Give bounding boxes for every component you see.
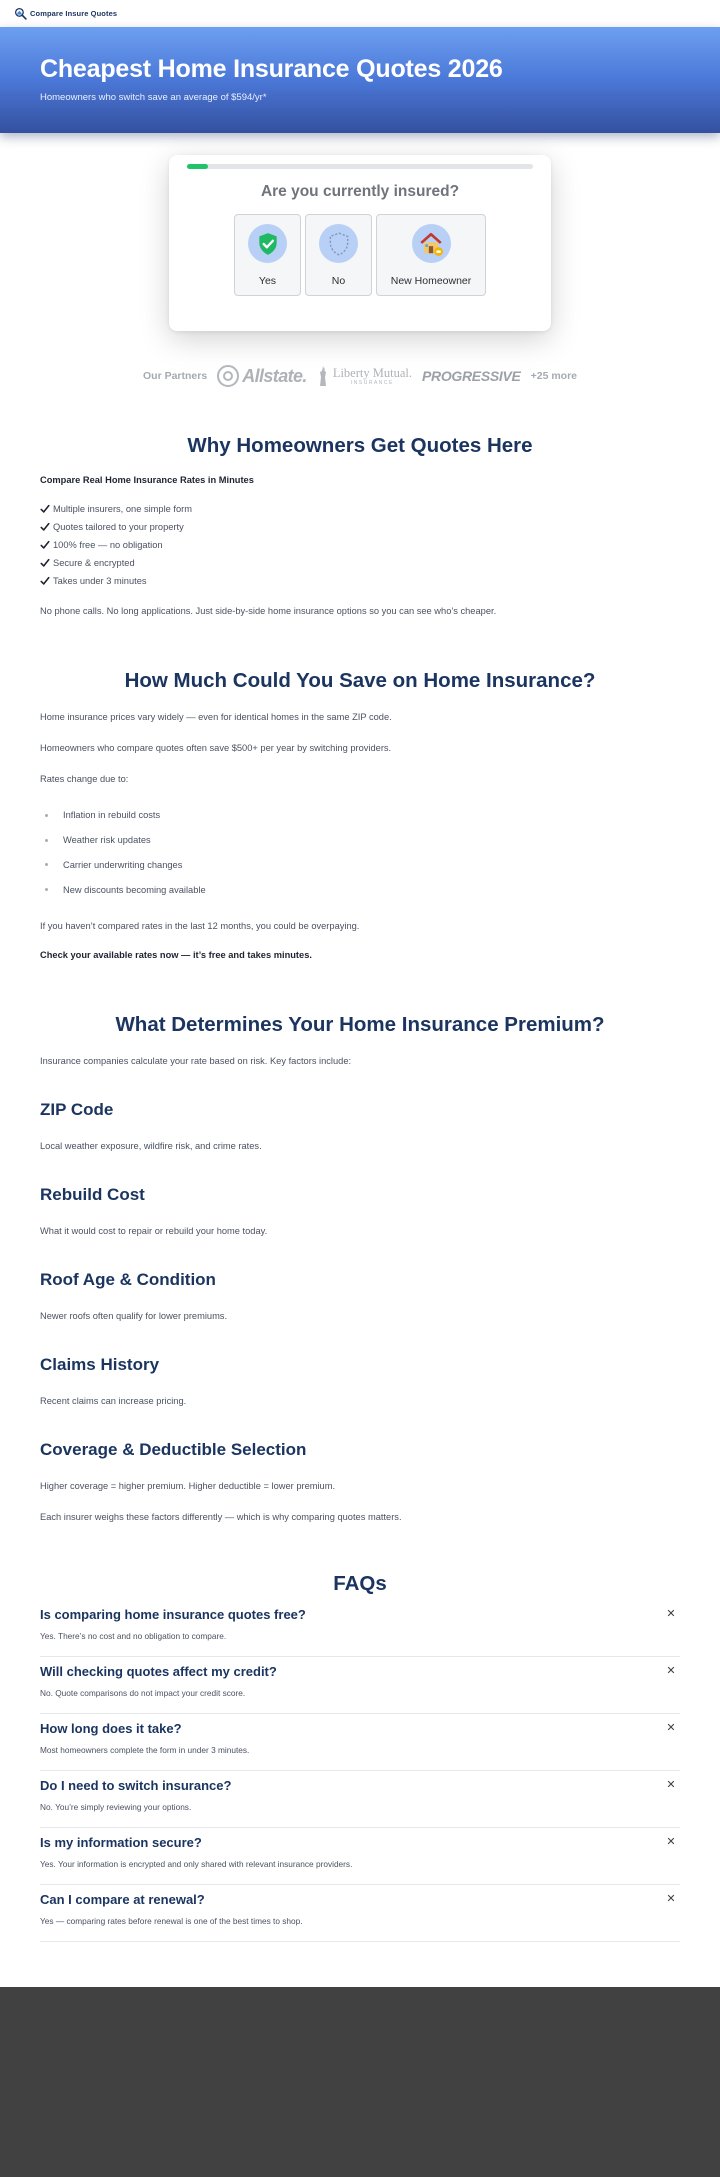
premium-factor-title: Rebuild Cost (40, 1185, 145, 1205)
why-title: Why Homeowners Get Quotes Here (187, 434, 533, 457)
faq-question[interactable]: Is my information secure? (40, 1835, 202, 1851)
hero-banner (0, 27, 720, 133)
faq-item (40, 1714, 680, 1771)
benefit-item (40, 518, 680, 536)
faq-answer: Yes. Your information is encrypted and only shared with relevant insurance providers. (40, 1859, 353, 1870)
benefit-text: Quotes tailored to your property (53, 522, 184, 532)
progressive-logo: PROGRESSIVE (421, 368, 521, 384)
option-new-homeowner-icon-circle (412, 224, 451, 263)
allstate-hands-icon (217, 365, 239, 387)
checkmark-icon (40, 558, 50, 568)
premium-factors-list (40, 1099, 680, 1493)
savings-cta: Check your available rates now — it’s free and takes minutes. (40, 950, 312, 961)
premium-factors-intro: Insurance companies calculate your rate based on risk. Key factors include: (40, 1056, 352, 1067)
faq-item (40, 1771, 680, 1828)
faq-question[interactable]: Will checking quotes affect my credit? (40, 1664, 277, 1680)
partners-strip (0, 364, 720, 388)
premium-factor-title: ZIP Code (40, 1100, 114, 1120)
faq-question[interactable]: Can I compare at renewal? (40, 1892, 205, 1908)
premium-factors-conclusion: Each insurer weighs these factors differently — which is why comparing quotes matters. (40, 1512, 402, 1523)
bullet-dot-icon (45, 814, 48, 817)
savings-section (0, 668, 720, 960)
rate-change-text: Inflation in rebuild costs (63, 810, 161, 821)
premium-factor-text: Local weather exposure, wildfire risk, and crime rates. (40, 1141, 262, 1152)
quiz-progress-bar (187, 164, 533, 169)
top-bar (0, 0, 720, 27)
rate-change-item (40, 803, 680, 828)
faq-question[interactable]: Do I need to switch insurance? (40, 1778, 232, 1794)
bullet-dot-icon (45, 839, 48, 842)
checkmark-icon (40, 540, 50, 550)
faq-question[interactable]: Is comparing home insurance quotes free? (40, 1607, 306, 1623)
quiz-wrapper (0, 155, 720, 331)
hero-subtitle: Homeowners who switch save an average of $594/yr* (40, 92, 267, 103)
allstate-logo (217, 365, 307, 387)
brand-logo[interactable] (14, 7, 117, 20)
partners-label: Our Partners (142, 370, 208, 382)
close-icon[interactable]: ✕ (666, 1664, 676, 1677)
close-icon[interactable]: ✕ (666, 1607, 676, 1620)
liberty-mutual-logo-text: Liberty Mutual. (332, 366, 412, 380)
close-icon[interactable]: ✕ (666, 1778, 676, 1791)
faq-title: FAQs (333, 1572, 387, 1596)
brand-name: Compare Insure Quotes (30, 9, 118, 18)
premium-factor-title: Coverage & Deductible Selection (40, 1440, 307, 1460)
benefit-item (40, 500, 680, 518)
rate-change-item (40, 828, 680, 853)
rate-change-item (40, 853, 680, 878)
why-kicker: Compare Real Home Insurance Rates in Minutes (40, 475, 254, 485)
rate-change-text: Carrier underwriting changes (63, 859, 183, 870)
option-yes-icon-circle (248, 224, 287, 263)
option-new-homeowner-button[interactable] (376, 214, 486, 296)
option-no-icon-circle (319, 224, 358, 263)
rate-change-item (40, 877, 680, 902)
option-no-label: No (331, 275, 346, 287)
liberty-mutual-logo-subtext: INSURANCE (350, 380, 394, 386)
savings-paragraph-4: If you haven’t compared rates in the last 12 months, you could be overpaying. (40, 921, 360, 932)
savings-title: How Much Could You Save on Home Insurance? (124, 669, 596, 692)
checkmark-icon (40, 576, 50, 586)
close-icon[interactable]: ✕ (666, 1892, 676, 1905)
benefit-text: Multiple insurers, one simple form (53, 504, 192, 514)
house-icon (418, 231, 444, 257)
faq-item (40, 1600, 680, 1657)
faq-question[interactable]: How long does it take? (40, 1721, 182, 1737)
premium-factor (40, 1269, 680, 1323)
savings-paragraph-2: Homeowners who compare quotes often save $500+ per year by switching providers. (40, 743, 392, 753)
option-yes-label: Yes (258, 275, 277, 287)
option-no-button[interactable] (305, 214, 372, 296)
liberty-mutual-logo (317, 365, 412, 387)
premium-factor-text: Newer roofs often qualify for lower premiums. (40, 1311, 228, 1322)
premium-factor (40, 1184, 680, 1238)
quiz-question: Are you currently insured? (260, 183, 460, 200)
premium-factors-title: What Determines Your Home Insurance Premium? (115, 1013, 605, 1037)
faq-answer: Most homeowners complete the form in under 3 minutes. (40, 1745, 250, 1756)
quiz-card (169, 155, 551, 331)
quiz-options (187, 214, 533, 296)
premium-factor-text: Recent claims can increase pricing. (40, 1396, 187, 1407)
faq-answer: Yes. There’s no cost and no obligation to compare. (40, 1631, 227, 1642)
benefit-checklist (40, 500, 680, 590)
why-section (0, 433, 720, 618)
quiz-progress-fill (187, 164, 208, 169)
premium-factor-title: Claims History (40, 1355, 160, 1375)
bullet-dot-icon (45, 863, 48, 866)
faq-answer: Yes — comparing rates before renewal is one of the best times to shop. (40, 1916, 303, 1927)
premium-factor (40, 1354, 680, 1408)
faq-answer: No. You’re simply reviewing your options. (40, 1802, 192, 1813)
premium-factor (40, 1099, 680, 1153)
bullet-dot-icon (45, 888, 48, 891)
checkmark-icon (40, 522, 50, 532)
benefit-item (40, 536, 680, 554)
premium-factor-title: Roof Age & Condition (40, 1270, 216, 1290)
shield-outline-icon (326, 231, 352, 257)
rate-change-text: Weather risk updates (63, 835, 151, 846)
allstate-logo-text: Allstate. (242, 365, 307, 386)
premium-factor-text: What it would cost to repair or rebuild your home today. (40, 1226, 268, 1237)
faq-answer: No. Quote comparisons do not impact your credit score. (40, 1688, 246, 1699)
benefit-text: Secure & encrypted (53, 558, 135, 568)
checkmark-icon (40, 504, 50, 514)
benefit-item (40, 572, 680, 590)
faq-section (0, 1571, 720, 1942)
option-yes-button[interactable] (234, 214, 301, 296)
rate-change-text: New discounts becoming available (63, 884, 206, 895)
option-new-homeowner-label: New Homeowner (390, 275, 472, 287)
premium-factor (40, 1439, 680, 1493)
rate-change-list (40, 803, 680, 902)
savings-paragraph-1: Home insurance prices vary widely — even for identical homes in the same ZIP code. (40, 712, 392, 722)
magnifier-house-icon (14, 7, 27, 20)
savings-paragraph-3: Rates change due to: (40, 774, 129, 784)
faq-item (40, 1828, 680, 1885)
benefit-text: Takes under 3 minutes (53, 576, 147, 586)
faq-item (40, 1885, 680, 1942)
faq-item (40, 1657, 680, 1714)
why-summary: No phone calls. No long applications. Just side-by-side home insurance options so you can see who’s cheaper. (40, 606, 497, 616)
site-footer (0, 1987, 720, 2177)
statue-of-liberty-icon (317, 365, 329, 387)
partners-more-count: +25 more (530, 370, 577, 382)
hero-title: Cheapest Home Insurance Quotes 2026 (40, 55, 503, 83)
benefit-item (40, 554, 680, 572)
benefit-text: 100% free — no obligation (53, 540, 163, 550)
premium-factor-text: Higher coverage = higher premium. Higher deductible = lower premium. (40, 1481, 336, 1492)
faq-list (40, 1600, 680, 1942)
premium-factors-section (0, 1012, 720, 1524)
close-icon[interactable]: ✕ (666, 1835, 676, 1848)
shield-check-icon (255, 231, 281, 257)
close-icon[interactable]: ✕ (666, 1721, 676, 1734)
